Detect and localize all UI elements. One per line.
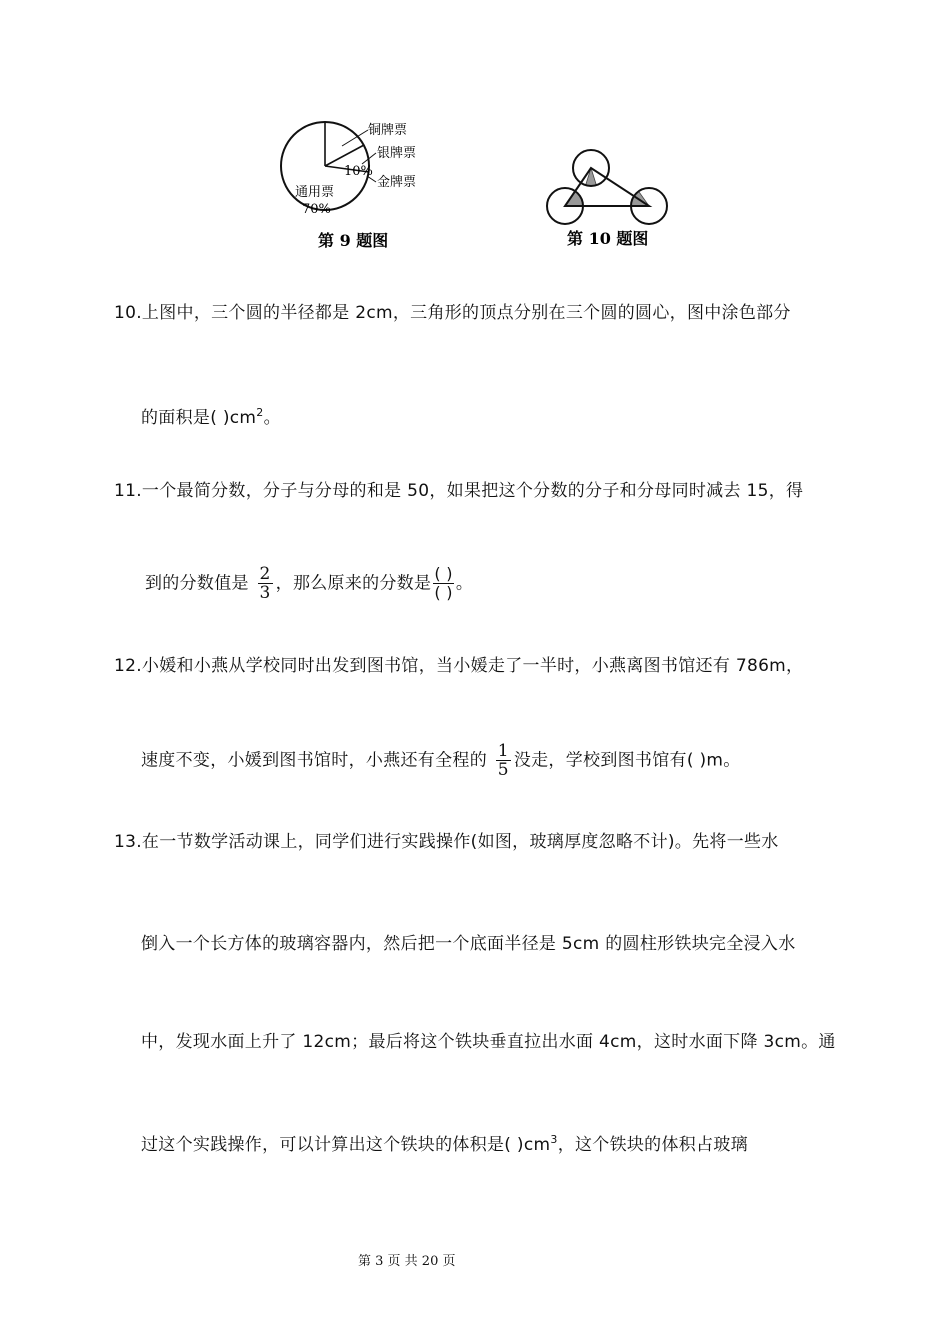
question-13-line-3: 中，发现水面上升了 12cm；最后将这个铁块垂直拉出水面 4cm，这时水面下降 3cm。通 xyxy=(141,1032,836,1052)
fraction-denominator: 3 xyxy=(259,583,271,603)
question-10-line-1: 10.上图中，三个圆的半径都是 2cm，三角形的顶点分别在三个圆的圆心，图中涂色部分 xyxy=(114,303,791,323)
question-11-line-2 xyxy=(145,565,473,602)
q13-text-post: ，这个铁块的体积占玻璃 xyxy=(557,1135,748,1155)
fraction-denominator: 5 xyxy=(497,760,509,780)
answer-blank-fraction xyxy=(433,565,453,602)
q13-superscript: 3 xyxy=(550,1133,558,1146)
label-silver: 银牌票 xyxy=(377,146,417,161)
q11-text-mid: ，那么原来的分数是 xyxy=(275,573,432,594)
label-gold: 金牌票 xyxy=(377,175,417,190)
q10-superscript: 2 xyxy=(256,406,264,419)
question-12-line-1: 12.小媛和小燕从学校同时出发到图书馆，当小媛走了一半时，小燕离图书馆还有 786m， xyxy=(114,656,804,676)
q11-end: 。 xyxy=(455,573,474,594)
question-12-line-2 xyxy=(141,742,741,779)
q10-text: 的面积是( )cm xyxy=(141,408,257,428)
fraction-one-fifth xyxy=(496,742,511,779)
question-11-line-1: 11.一个最简分数，分子与分母的和是 50，如果把这个分数的分子和分母同时减去 15，得 xyxy=(114,481,804,501)
pie-radius-upper xyxy=(325,145,364,166)
leader-bronze xyxy=(342,130,368,146)
q12-text-pre: 速度不变，小媛到图书馆时，小燕还有全程的 xyxy=(141,750,493,771)
page-footer: 第 3 页 共 20 页 xyxy=(358,1254,456,1269)
question-13-line-1: 13.在一节数学活动课上，同学们进行实践操作(如图，玻璃厚度忽略不计)。先将一些水 xyxy=(114,832,779,852)
q11-text-pre: 到的分数值是 xyxy=(145,573,255,594)
label-general: 通用票 xyxy=(295,185,335,200)
figure-10-triangle xyxy=(540,140,680,250)
q13-text-pre: 过这个实践操作，可以计算出这个铁块的体积是( )cm xyxy=(141,1135,551,1155)
label-bronze: 铜牌票 xyxy=(368,123,408,138)
label-10-percent: 10% xyxy=(344,164,373,179)
figure-10-caption: 第 10 题图 xyxy=(567,229,649,248)
question-10-line-2 xyxy=(141,401,281,430)
question-13-line-2: 倒入一个长方体的玻璃容器内，然后把一个底面半径是 5cm 的圆柱形铁块完全浸入水 xyxy=(141,934,796,954)
fraction-numerator: 1 xyxy=(497,741,509,761)
fraction-numerator: 2 xyxy=(259,564,271,584)
figure-9-caption: 第 9 题图 xyxy=(318,231,389,250)
question-13-line-4 xyxy=(141,1128,748,1157)
fraction-two-thirds xyxy=(258,565,273,602)
figure-9-pie xyxy=(270,120,470,255)
blank-denominator: ( ) xyxy=(434,583,453,602)
label-70-percent: 70% xyxy=(302,202,331,217)
q12-text-post: 没走，学校到图书馆有( )m。 xyxy=(513,750,741,771)
q10-end: 。 xyxy=(263,408,281,428)
blank-numerator: ( ) xyxy=(434,564,453,583)
